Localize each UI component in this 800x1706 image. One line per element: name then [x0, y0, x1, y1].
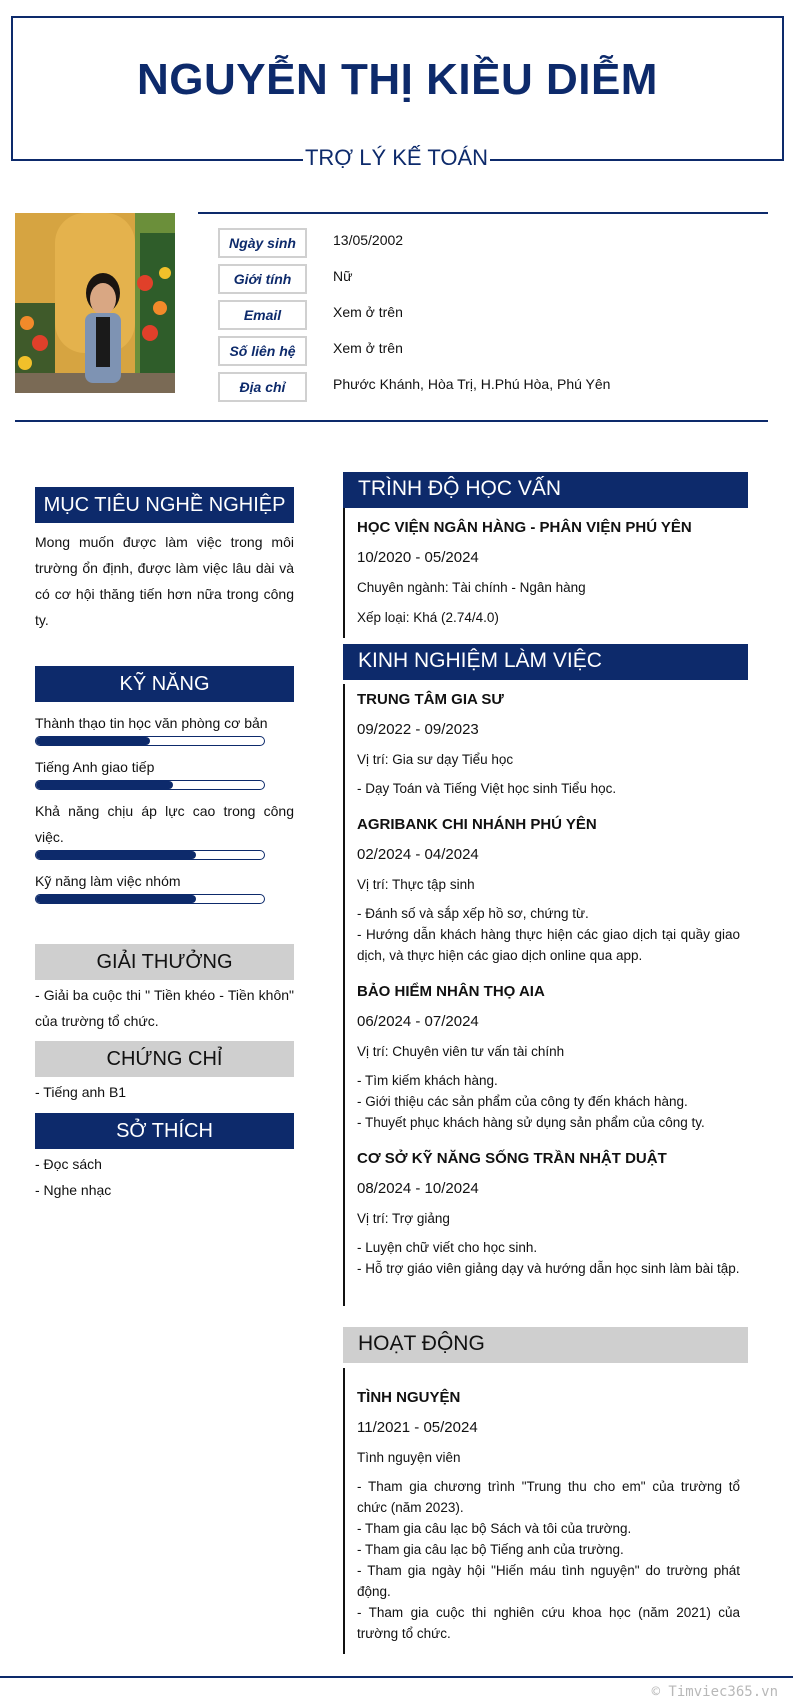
job-desc [357, 903, 740, 966]
info-row-email [218, 300, 768, 330]
certificates-text: - Tiếng anh B1 [35, 1084, 127, 1100]
info-bottom-divider [15, 420, 768, 422]
activities-block [343, 1368, 748, 1654]
certificates-section [35, 1041, 294, 1105]
header-divider-right [490, 159, 784, 161]
candidate-name: NGUYỄN THỊ KIỀU DIỄM [137, 55, 658, 104]
info-row-address [218, 372, 768, 402]
job-org: CƠ SỞ KỸ NĂNG SỐNG TRẦN NHẬT DUẬT [357, 1150, 667, 1167]
info-value: Nữ [333, 268, 353, 284]
job-desc-line: - Hỗ trợ giáo viên giảng dạy và hướng dẫn học sinh làm bài tập. [357, 1261, 740, 1276]
awards-text: - Giải ba cuộc thi " Tiền khéo - Tiền khôn" của trường tổ chức. [35, 987, 294, 1029]
job-role: Vị trí: Trợ giảng [357, 1211, 450, 1226]
activities-title: HOẠT ĐỘNG [343, 1327, 748, 1363]
objective-title: MỤC TIÊU NGHỀ NGHIỆP [35, 487, 294, 523]
activity-desc-line: - Tham gia cuộc thi nghiên cứu khoa học (năm 2021) của trường tổ chức. [357, 1605, 740, 1641]
job-date: 06/2024 - 07/2024 [357, 1013, 479, 1030]
skill-bar [35, 736, 265, 746]
school-name: HỌC VIỆN NGÂN HÀNG - PHÂN VIỆN PHÚ YÊN [357, 519, 692, 536]
skill-item [35, 868, 294, 904]
experience-block [343, 684, 748, 1306]
job-date: 02/2024 - 04/2024 [357, 846, 479, 863]
hobbies-title: SỞ THÍCH [35, 1113, 294, 1149]
info-value: Xem ở trên [333, 340, 403, 356]
education-title: TRÌNH ĐỘ HỌC VẤN [343, 472, 748, 508]
info-top-divider [198, 212, 768, 214]
footer-divider [0, 1676, 793, 1678]
job-org: BẢO HIỂM NHÂN THỌ AIA [357, 983, 545, 1000]
skill-bar-fill [36, 895, 196, 903]
info-value: 13/05/2002 [333, 232, 404, 248]
skill-item [35, 754, 294, 790]
education-block [343, 508, 748, 638]
education-date: 10/2020 - 05/2024 [357, 549, 479, 566]
job-role: Vị trí: Thực tập sinh [357, 877, 475, 892]
activity-desc-line: - Tham gia câu lạc bộ Sách và tôi của trường. [357, 1521, 632, 1536]
job-desc [357, 778, 740, 799]
activity-role: Tình nguyện viên [357, 1450, 461, 1465]
activity-desc-line: - Tham gia ngày hội "Hiến máu tình nguyện" do trường phát động. [357, 1563, 740, 1599]
profile-photo [15, 213, 175, 393]
job-role: Vị trí: Chuyên viên tư vấn tài chính [357, 1044, 565, 1059]
education-major: Chuyên ngành: Tài chính - Ngân hàng [357, 580, 586, 595]
skill-name: Khả năng chịu áp lực cao trong công việc. [35, 803, 294, 845]
info-value: Phước Khánh, Hòa Trị, H.Phú Hòa, Phú Yên [333, 376, 611, 392]
job-title: TRỢ LÝ KẾ TOÁN [304, 145, 489, 170]
job-desc [357, 1070, 740, 1133]
education-grade: Xếp loại: Khá (2.74/4.0) [357, 610, 499, 625]
skill-bar-fill [36, 781, 173, 789]
watermark: © Timviec365.vn [651, 1684, 778, 1700]
info-label: Địa chỉ [218, 372, 307, 402]
activity-desc [357, 1476, 740, 1644]
activity-desc-line: - Tham gia chương trình "Trung thu cho em" của trường tổ chức (năm 2023). [357, 1479, 740, 1515]
skill-bar [35, 780, 265, 790]
skill-bar [35, 850, 265, 860]
job-org: TRUNG TÂM GIA SƯ [357, 691, 504, 708]
info-label: Email [218, 300, 307, 330]
awards-section [35, 944, 294, 1034]
job-date: 08/2024 - 10/2024 [357, 1180, 479, 1197]
skill-bar [35, 894, 265, 904]
info-row-gender [218, 264, 768, 294]
job-entry [357, 815, 740, 966]
job-org: AGRIBANK CHI NHÁNH PHÚ YÊN [357, 816, 597, 833]
activity-org: TÌNH NGUYỆN [357, 1389, 461, 1406]
hobby-item: - Nghe nhạc [35, 1182, 112, 1198]
skill-name: Thành thạo tin học văn phòng cơ bản [35, 715, 268, 731]
awards-title: GIẢI THƯỞNG [35, 944, 294, 980]
activity-desc-line: - Tham gia câu lạc bộ Tiếng anh của trường. [357, 1542, 624, 1557]
skill-item [35, 798, 294, 860]
job-entry [357, 982, 740, 1133]
job-desc-line: - Luyện chữ viết cho học sinh. [357, 1240, 538, 1255]
info-row-phone [218, 336, 768, 366]
profile-photo-illustration [15, 213, 175, 393]
header-divider-left [11, 159, 303, 161]
skills-title: KỸ NĂNG [35, 666, 294, 702]
hobby-item: - Đọc sách [35, 1156, 102, 1172]
job-entry [357, 1149, 740, 1279]
job-date: 09/2022 - 09/2023 [357, 721, 479, 738]
activity-date: 11/2021 - 05/2024 [357, 1419, 478, 1436]
job-desc-line: - Dạy Toán và Tiếng Việt học sinh Tiểu học. [357, 781, 617, 796]
job-desc [357, 1237, 740, 1279]
skill-item [35, 710, 294, 746]
objective-text: Mong muốn được làm việc trong môi trường ổn định, được làm việc lâu dài và có cơ hội thăng tiến hơn nữa trong công ty. [35, 534, 294, 628]
info-label: Số liên hệ [218, 336, 307, 366]
info-label: Giới tính [218, 264, 307, 294]
info-label: Ngày sinh [218, 228, 307, 258]
skills-section [35, 666, 294, 904]
job-desc-line: - Thuyết phục khách hàng sử dụng sản phẩm của công ty. [357, 1115, 705, 1130]
skill-bar-fill [36, 737, 150, 745]
job-desc-line: - Đánh số và sắp xếp hồ sơ, chứng từ. [357, 906, 589, 921]
experience-title: KINH NGHIỆM LÀM VIỆC [343, 644, 748, 680]
skill-bar-fill [36, 851, 196, 859]
hobbies-section [35, 1113, 294, 1203]
info-row-birthdate [218, 228, 768, 258]
job-desc-line: - Tìm kiếm khách hàng. [357, 1073, 498, 1088]
job-entry [357, 690, 740, 799]
job-desc-line: - Giới thiệu các sản phẩm của công ty đến khách hàng. [357, 1094, 688, 1109]
job-desc-line: - Hướng dẫn khách hàng thực hiện các giao dịch tại quầy giao dịch, và thực hiện các giao dịch online qua app. [357, 927, 740, 963]
info-value: Xem ở trên [333, 304, 403, 320]
job-role: Vị trí: Gia sư dạy Tiểu học [357, 752, 514, 767]
skill-name: Kỹ năng làm việc nhóm [35, 873, 181, 889]
certificates-title: CHỨNG CHỈ [35, 1041, 294, 1077]
skill-name: Tiếng Anh giao tiếp [35, 759, 155, 775]
objective-section [35, 487, 294, 633]
